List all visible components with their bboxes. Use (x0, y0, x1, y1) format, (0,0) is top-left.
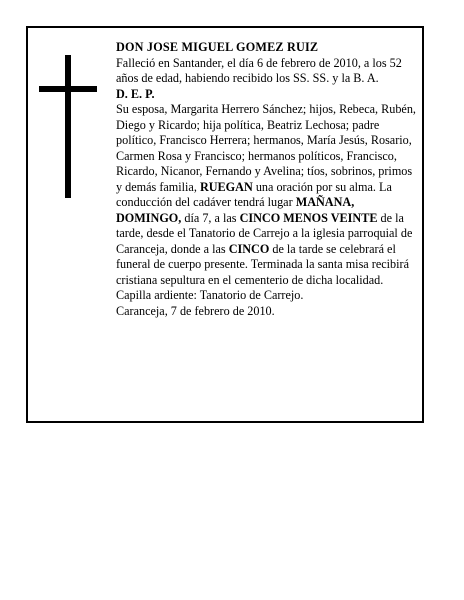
closing-place-date: Caranceja, 7 de febrero de 2010. (116, 303, 275, 318)
prayer-text: una oración por su alma. La conducción del cadáver tendrá lugar (116, 179, 392, 209)
departure-time-emphasis: CINCO MENOS VEINTE (239, 210, 378, 225)
family-and-arrangements (116, 102, 419, 304)
notice-text (116, 40, 419, 319)
cross-vertical-bar (65, 55, 71, 198)
ruegan-emphasis: RUEGAN (199, 179, 253, 194)
family-list: Su esposa, Margarita Herrero Sánchez; hijos, Rebeca, Rubén, Diego y Ricardo; hija política, Beatriz Lechosa; padre político, Francisco Herrera; hermanos, María Jesús, Rosario, Carmen Rosa y Francisco; hermanos políticos, Francisco, Ricardo, Nicanor, Fernando y Avelina; tíos, sobrinos, primos y demás familia, (116, 102, 416, 194)
funeral-time-emphasis: CINCO (228, 241, 270, 256)
cross-horizontal-bar (39, 86, 97, 92)
cross-icon (39, 55, 97, 198)
deceased-name: DON JOSE MIGUEL GOMEZ RUIZ (116, 40, 319, 54)
day-emphasis: MAÑANA, DOMINGO, (116, 195, 355, 225)
rest-in-peace: D. E. P. (116, 86, 155, 101)
transfer-text: de la tarde, desde el Tanatorio de Carrejo a la iglesia parroquial de Caranceja, donde a las (116, 210, 413, 256)
date-text: día 7, a las (181, 210, 240, 225)
obituary-notice (26, 26, 424, 423)
ceremony-text: de la tarde se celebrará el funeral de cuerpo presente. Terminada la santa misa recibirá cristiana sepultura en el cementerio de dicha localidad. Capilla ardiente: Tanatorio de Carrejo. (116, 241, 409, 302)
death-details: Falleció en Santander, el día 6 de febrero de 2010, a los 52 años de edad, habiendo recibido los SS. SS. y la B. A. (116, 55, 402, 85)
